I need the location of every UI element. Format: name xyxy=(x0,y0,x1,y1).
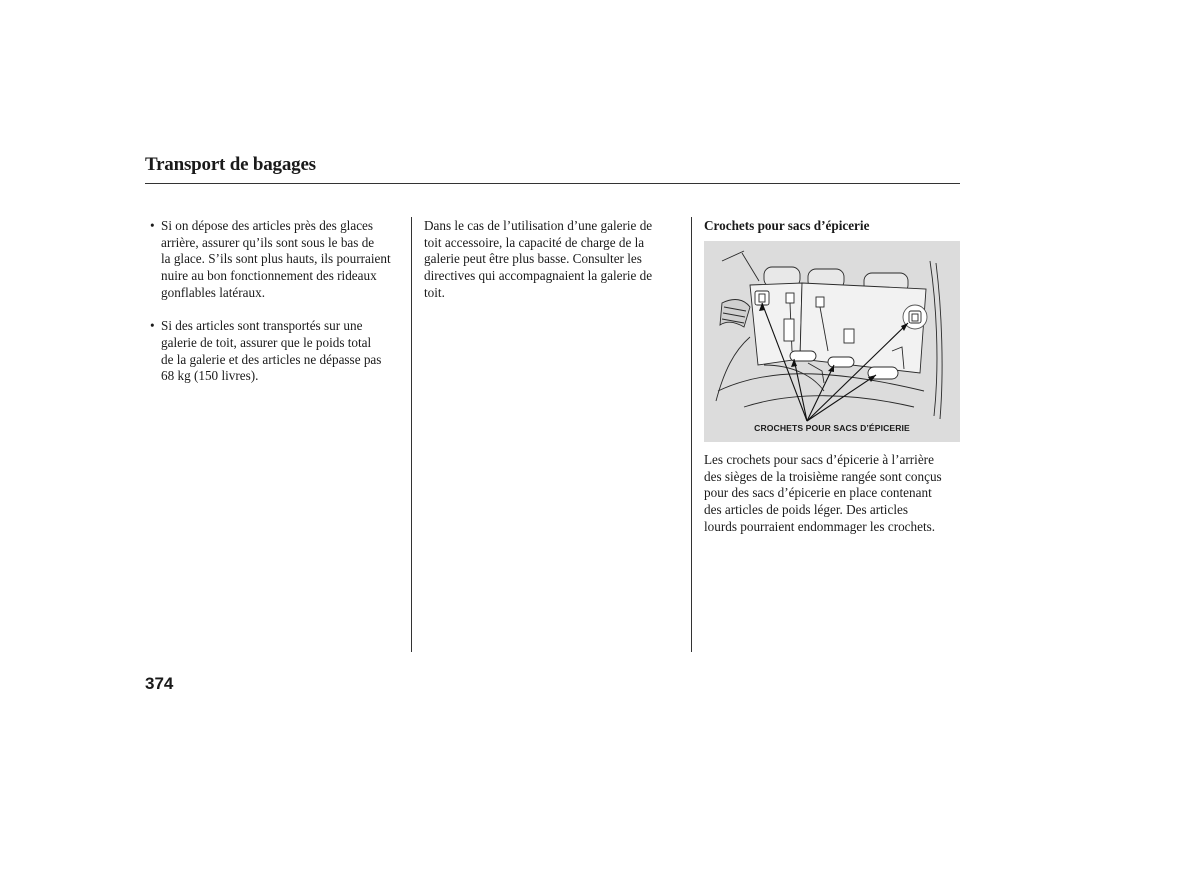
column-divider-2 xyxy=(691,217,692,652)
text-line: arrière, assurer qu’ils sont sous le bas de xyxy=(161,234,375,250)
page-title: Transport de bagages xyxy=(145,154,316,175)
cargo-area-drawing xyxy=(704,241,960,423)
text-line: 68 kg (150 livres). xyxy=(161,368,259,384)
column-2 xyxy=(424,218,684,302)
text-line: des sièges de la troisième rangée sont conçus xyxy=(704,468,942,484)
text-line: la glace. S’ils sont plus hauts, ils pourraient xyxy=(161,251,391,267)
title-rule xyxy=(145,183,960,184)
text-line: galerie de toit, assurer que le poids total xyxy=(161,334,372,350)
column-1 xyxy=(148,218,406,385)
text-line: directives qui accompagnaient la galerie de xyxy=(424,268,653,284)
bullet-item-2 xyxy=(148,318,406,385)
text-line: gonflables latéraux. xyxy=(161,284,265,300)
figure-caption: CROCHETS POUR SACS D’ÉPICERIE xyxy=(754,423,910,433)
text-line: de la galerie et des articles ne dépasse pas xyxy=(161,351,382,367)
column-divider-1 xyxy=(411,217,412,652)
text-line: lourds pourraient endommager les crochets. xyxy=(704,518,936,534)
bullet-dot: • xyxy=(150,318,155,334)
section-heading: Crochets pour sacs d’épicerie xyxy=(704,218,870,233)
text-line: Si des articles sont transportés sur une xyxy=(161,318,363,334)
text-line: nuire au bon fonctionnement des rideaux xyxy=(161,268,377,284)
column-3-body xyxy=(704,452,964,536)
text-line: toit. xyxy=(424,284,445,300)
text-line: des articles de poids léger. Des articles xyxy=(704,502,908,518)
text-line: galerie peut être plus basse. Consulter les xyxy=(424,251,642,267)
column-3 xyxy=(704,218,962,235)
text-line: pour des sacs d’épicerie en place contenant xyxy=(704,485,932,501)
text-line: Si on dépose des articles près des glaces xyxy=(161,218,374,233)
grocery-hooks-illustration xyxy=(704,241,960,442)
text-line: Dans le cas de l’utilisation d’une galerie de xyxy=(424,218,653,233)
text-line: toit accessoire, la capacité de charge de la xyxy=(424,234,645,250)
bullet-dot: • xyxy=(150,218,155,233)
bullet-item-1 xyxy=(148,218,406,302)
page-number: 374 xyxy=(145,674,174,693)
text-line: Les crochets pour sacs d’épicerie à l’arrière xyxy=(704,452,934,467)
